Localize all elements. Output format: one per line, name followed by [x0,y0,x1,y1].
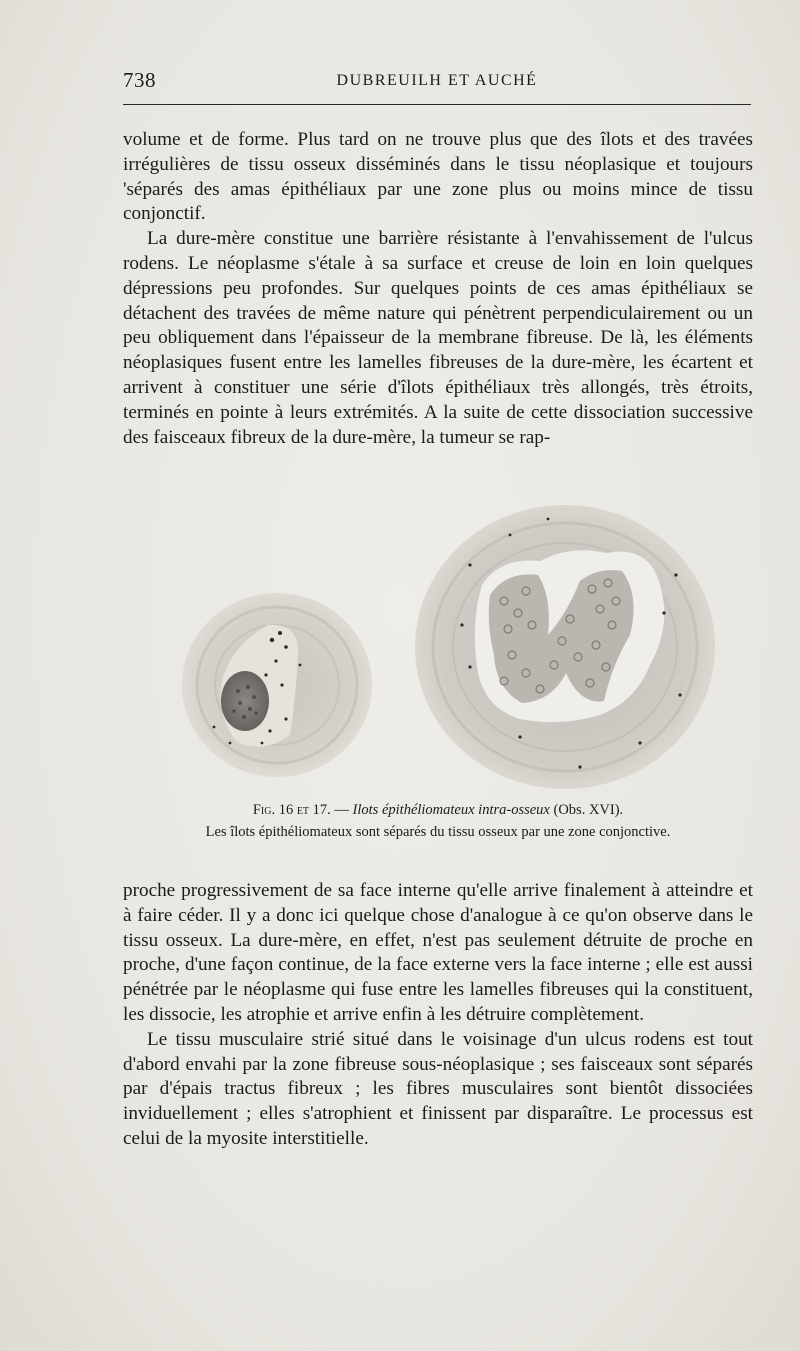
caption-reference: (Obs. XVI). [553,802,624,818]
page-header [123,68,751,102]
figure-17 [415,505,715,789]
paragraph: proche progressivement de sa face interne qu'elle arrive finalement à atteindre et à faire céder. Il y a donc ici quelque chose d'analogue à ce qu'on observe dans le tissu osseux. La dure-mère, en effet, n'est pas seulement détruite de proche en proche, d'une façon continue, de la face externe vers la face interne ; elle est aussi pénétrée par le néoplasme qui fuse entre les lamelles fibreuses qui la constituent, les dissocie, les atrophie et arrive enfin à les détruire complètement. [123,880,753,1025]
body-text-top [123,128,753,450]
histology-illustration [0,505,800,795]
body-text-bottom [123,879,753,1152]
paragraph: Le tissu musculaire strié situé dans le voisinage d'un ulcus rodens est tout d'abord envahi par la zone fibreuse sous-néoplasique ; ses faisceaux sont séparés par d'épais tractus fibreux ; les fibres musculaires sont bientôt dissociées inviduellement ; elles s'atrophient et finissent par disparaître. Le processus est celui de la myosite interstitielle. [123,1028,753,1149]
caption-title: Ilots épithéliomateux intra-osseux [352,802,550,818]
running-head: DUBREUILH ET AUCHÉ [336,72,538,89]
figure-16-17 [0,505,800,795]
caption-label: Fig. 16 et 17. — [252,802,349,818]
figure-caption [123,800,753,820]
figure-16 [182,593,372,777]
paragraph: volume et de forme. Plus tard on ne trouve plus que des îlots et des travées irrégulières de tissu osseux disséminés dans le tissu néoplasique et toujours 'séparés des amas épithéliaux par une zone plus ou moins mince de tissu conjonctif. [123,129,753,225]
paragraph: La dure-mère constitue une barrière résistante à l'envahissement de l'ulcus rodens. Le néoplasme s'étale à sa surface et creuse de loin en loin quelques dépressions peu profondes. Sur quelques points de ces amas épithéliaux se détachent des travées de même nature qui pénètrent perpendiculairement ou un peu obliquement dans l'épaisseur de la membrane fibreuse. De là, les éléments néoplasiques fusent entre les lamelles fibreuses de la dure-mère, les écartent et arrivent à constituer une série d'îlots épithéliaux très allongés, très étroits, terminés en pointe à leurs extrémités. A la suite de cette dissociation successive des faisceaux fibreux de la dure-mère, la tumeur se rap- [123,228,753,448]
page-number: 738 [123,68,156,92]
figure-caption-line-2: Les îlots épithéliomateux sont séparés du tissu osseux par une zone conjonctive. [205,824,671,840]
epithelial-nest [221,671,269,731]
header-rule [123,104,751,105]
